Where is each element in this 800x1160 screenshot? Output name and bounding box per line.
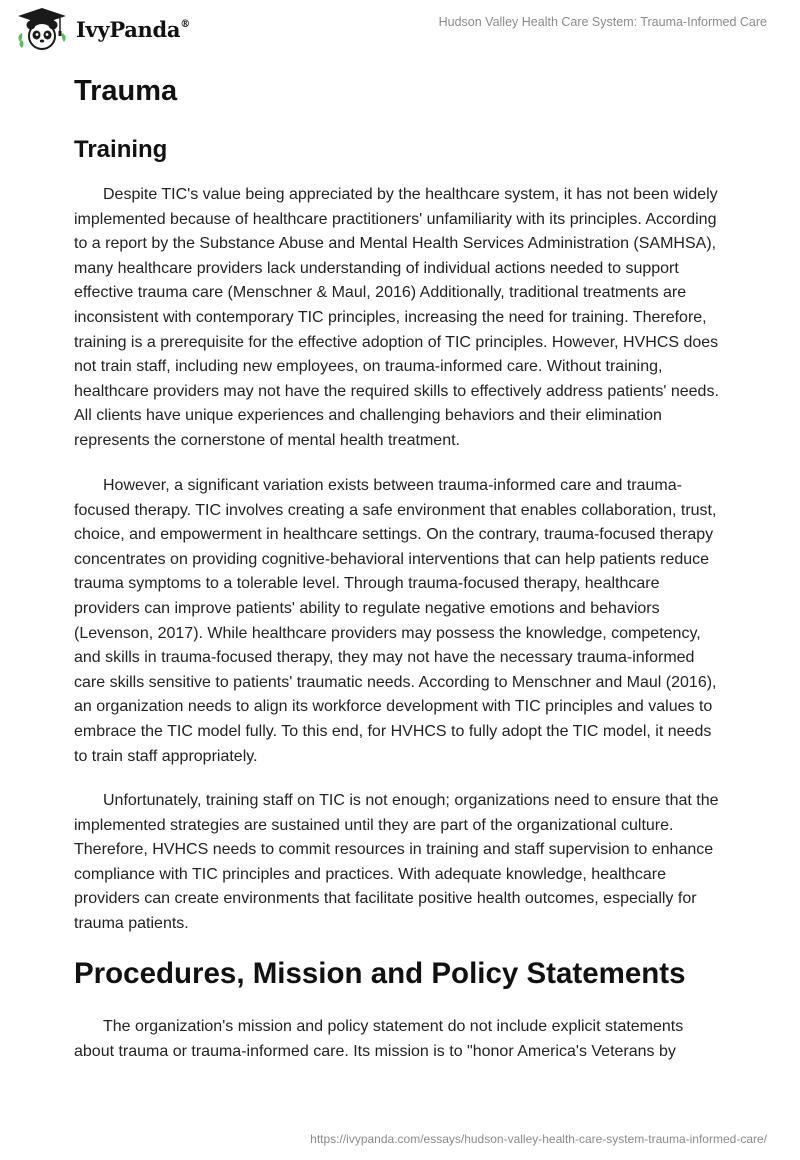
source-url[interactable]: https://ivypanda.com/essays/hudson-valley-health-care-system-trauma-informed-care/ <box>310 1132 767 1146</box>
heading-training: Training <box>74 136 168 163</box>
heading-procedures-mission-policy: Procedures, Mission and Policy Statements <box>74 957 686 990</box>
panda-graduation-cap-icon <box>14 6 70 50</box>
brand-name: IvyPanda® <box>76 16 190 42</box>
heading-trauma: Trauma <box>74 75 178 107</box>
document-title: Hudson Valley Health Care System: Trauma-Informed Care <box>438 15 767 29</box>
paragraph: Despite TIC's value being appreciated by the healthcare system, it has not been widely implemented because of healthcare practitioners' unfamiliarity with its principles. According to a report by the Substance Abuse and Mental Health Services Administration (SAMHSA), many healthcare providers lack understanding of individual actions needed to support effective trauma care (Menschner & Maul, 2016) Additionally, traditional treatments are inconsistent with contemporary TIC principles, increasing the need for training. Therefore, training is a prerequisite for the effective adoption of TIC principles. However, HVHCS does not train staff, including new employees, on trauma-informed care. Without training, healthcare providers may not have the required skills to effectively address patients' needs. All clients have unique experiences and challenging behaviors and their elimination represents the cornerstone of mental health treatment. <box>74 186 719 449</box>
brand-logo[interactable] <box>14 6 190 50</box>
paragraph: However, a significant variation exists between trauma-informed care and trauma-focused therapy. TIC involves creating a safe environment that enables collaboration, trust, choice, and empowerment in healthcare settings. On the contrary, trauma-focused therapy concentrates on providing cognitive-behavioral interventions that can help patients reduce trauma symptoms to a tolerable level. Through trauma-focused therapy, healthcare providers can improve patients' ability to regulate negative emotions and behaviors (Levenson, 2017). While healthcare providers may possess the knowledge, competency, and skills in trauma-focused therapy, they may not have the necessary trauma-informed care skills sensitive to patients' traumatic needs. According to Menschner and Maul (2016), an organization needs to align its workforce development with TIC principles and values to embrace the TIC model fully. To this end, for HVHCS to fully adopt the TIC model, it needs to train staff appropriately. <box>74 477 717 765</box>
paragraph: The organization's mission and policy statement do not include explicit statements about trauma or trauma-informed care. Its mission is to "honor America's Veterans by <box>74 1018 684 1060</box>
page-header <box>0 0 800 60</box>
paragraph: Unfortunately, training staff on TIC is not enough; organizations need to ensure that the implemented strategies are sustained until they are part of the organizational culture. Therefore, HVHCS needs to commit resources in training and staff supervision to enhance compliance with TIC principles and practices. With adequate knowledge, healthcare providers can create environments that facilitate positive health outcomes, especially for trauma patients. <box>74 792 719 932</box>
article-body <box>74 68 724 1060</box>
